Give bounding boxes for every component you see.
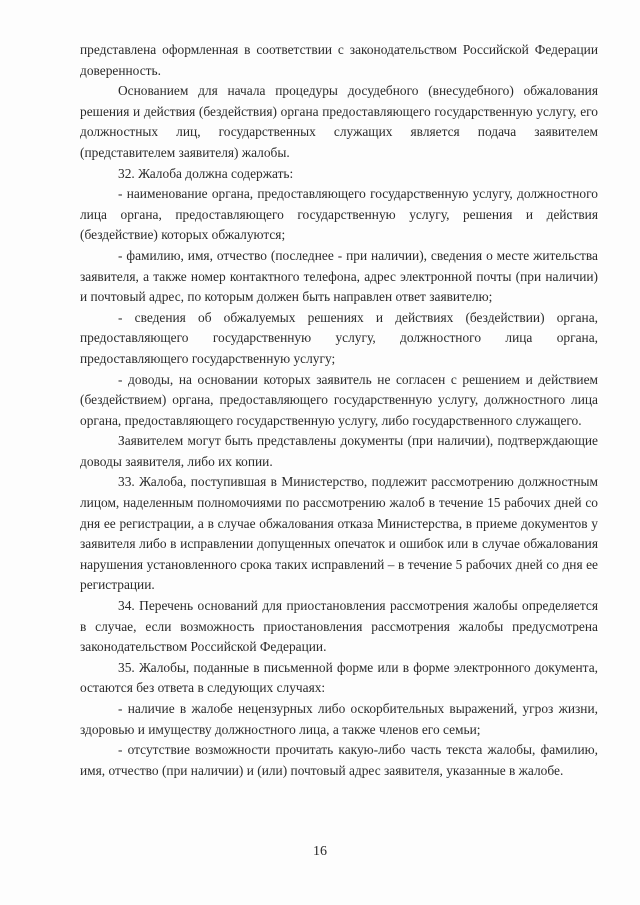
paragraph-clause-35: 35. Жалобы, поданные в письменной форме или в форме электронного документа, остаются без ответа в следующих случаях: — [80, 659, 598, 696]
page-number: 16 — [313, 844, 327, 859]
list-item-arguments: - доводы, на основании которых заявитель не согласен с решением и действием (бездействием) органа, предоставляющего государственную услугу, должностного лица органа, предоставляющего государственную услугу, либо государственного служащего. — [80, 371, 598, 428]
document-body — [80, 40, 598, 781]
paragraph-appeal-basis: Основанием для начала процедуры досудебного (внесудебного) обжалования решения и действия (бездействия) органа предоставляющего государственную услугу, его должностных лиц, государственных служащих является подача заявителем (представителем заявителя) жалобы. — [80, 83, 598, 160]
paragraph-clause-32: 32. Жалоба должна содержать: — [118, 165, 294, 181]
paragraph-clause-33: 33. Жалоба, поступившая в Министерство, подлежит рассмотрению должностным лицом, наделенным полномочиями по рассмотрению жалоб в течение 15 рабочих дней со дня ее регистрации, а в случае обжалования отказа Министерства, в приеме документов у заявителя либо в исправлении допущенных опечаток и ошибок или в случае обжалования нарушения установленного срока таких исправлений – в течение 5 рабочих дней со дня ее регистрации. — [80, 474, 598, 593]
list-item-applicant-details: - фамилию, имя, отчество (последнее - при наличии), сведения о месте жительства заявителя, а также номер контактного телефона, адрес электронной почты (при наличии) и почтовый адрес, по которым должен быть направлен ответ заявителю; — [80, 247, 598, 305]
paragraph-clause-34: 34. Перечень оснований для приостановления рассмотрения жалобы определяется в случае, если возможность приостановления рассмотрения жалобы предусмотрена законодательством Российской Федерации. — [80, 598, 598, 655]
list-item-organ-name: - наименование органа, предоставляющего государственную услугу, должностного лица органа, предоставляющего государственную услугу, решения и действия (бездействие) которых обжалуются; — [80, 186, 598, 243]
paragraph-continuation: представлена оформленная в соответствии с законодательством Российской Федерации доверенность. — [80, 42, 598, 78]
list-item-obscene-language: - наличие в жалобе нецензурных либо оскорбительных выражений, угроз жизни, здоровью и имуществу должностного лица, а также членов его семьи; — [80, 701, 598, 737]
paragraph-supporting-documents: Заявителем могут быть представлены документы (при наличии), подтверждающие доводы заявителя, либо их копии. — [80, 433, 598, 469]
list-item-unreadable-text: - отсутствие возможности прочитать какую-либо часть текста жалобы, фамилию, имя, отчество (при наличии) и (или) почтовый адрес заявителя, указанные в жалобе. — [80, 742, 598, 778]
list-item-appealed-decisions: - сведения об обжалуемых решениях и действиях (бездействии) органа, предоставляющего государственную услугу, должностного лица органа, предоставляющего государственную услугу; — [80, 309, 598, 366]
